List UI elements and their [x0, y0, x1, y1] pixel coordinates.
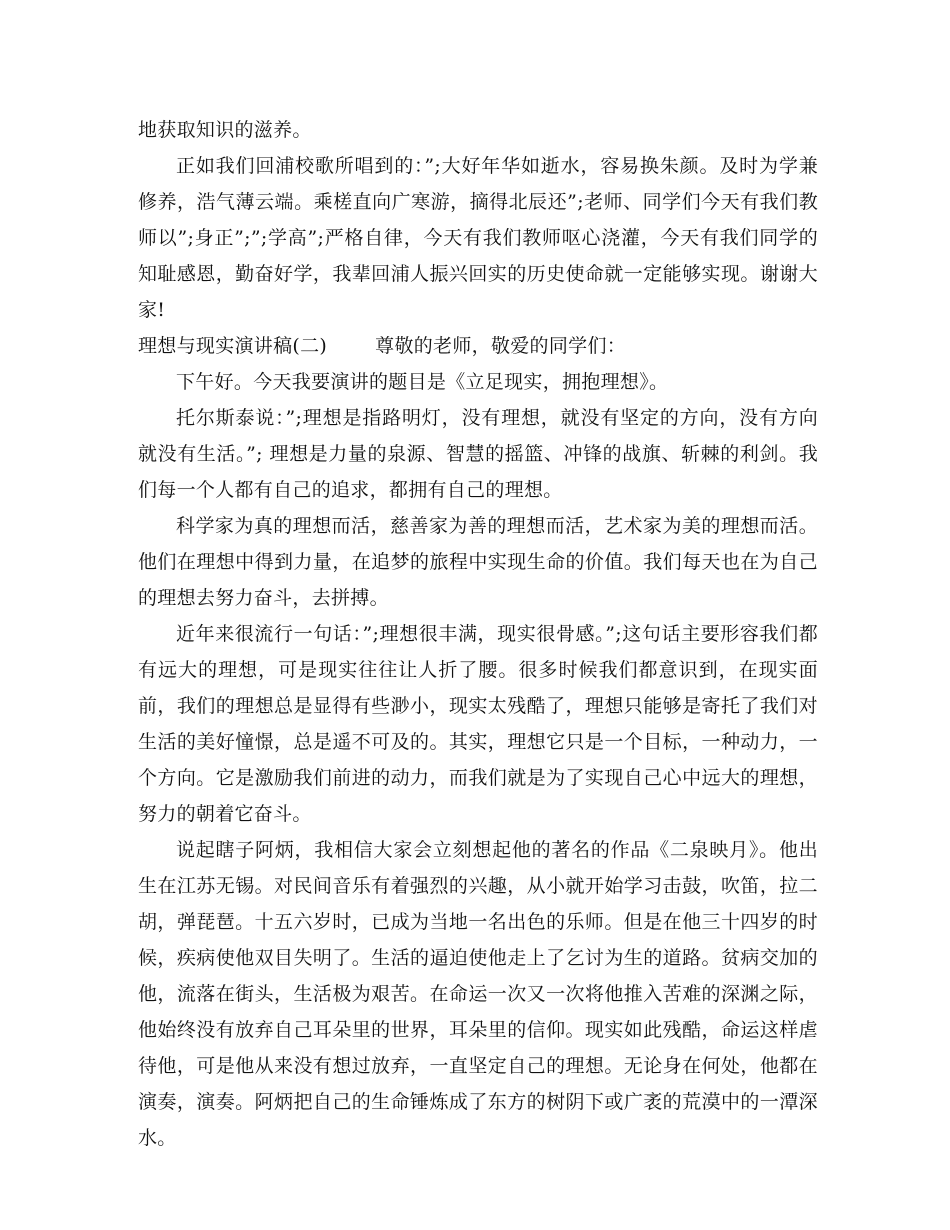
- document-body: [138, 112, 818, 1156]
- paragraph-continuation: 地获取知识的滋养。: [138, 119, 312, 141]
- paragraph-scientists: 科学家为真的理想而活，慈善家为善的理想而活，艺术家为美的理想而活。他们在理想中得到力量，在追梦的旅程中实现生命的价值。我们每天也在为自己的理想去努力奋斗，去拼搏。: [138, 515, 818, 609]
- paragraph-greeting: 下午好。今天我要演讲的题目是《立足现实，拥抱理想》。: [176, 371, 669, 393]
- speech-salutation: 尊敬的老师，敬爱的同学们：: [375, 335, 627, 357]
- paragraph-popular-saying: 近年来很流行一句话：”;理想很丰满，现实很骨感。”;这句话主要形容我们都有远大的理想，可是现实往往让人折了腰。很多时候我们都意识到，在现实面前，我们的理想总是显得有些渺小，现实太残酷了，理想只能够是寄托了我们对生活的美好憧憬，总是遥不可及的。其实，理想它只是一个目标，一种动力，一个方向。它是激励我们前进的动力，而我们就是为了实现自己心中远大的理想，努力的朝着它奋斗。: [138, 623, 818, 825]
- speech-title: 理想与现实演讲稿(二): [138, 335, 328, 357]
- speech-heading: [138, 328, 818, 364]
- paragraph-abing: 说起瞎子阿炳，我相信大家会立刻想起他的著名的作品《二泉映月》。他出生在江苏无锡。对民间音乐有着强烈的兴趣，从小就开始学习击鼓，吹笛，拉二胡，弹琵琶。十五六岁时，已成为当地一名出色的乐师。但是在他三十四岁的时候，疾病使他双目失明了。生活的逼迫使他走上了乞讨为生的道路。贫病交加的他，流落在街头，生活极为艰苦。在命运一次又一次将他推入苦难的深渊之际，他始终没有放弃自己耳朵里的世界，耳朵里的信仰。现实如此残酷，命运这样虐待他，可是他从来没有想过放弃，一直坚定自己的理想。无论身在何处，他都在演奏，演奏。阿炳把自己的生命锤炼成了东方的树阴下或广袤的荒漠中的一潭深水。: [138, 839, 818, 1149]
- paragraph-tolstoy: 托尔斯泰说：”;理想是指路明灯，没有理想，就没有坚定的方向，没有方向就没有生活。”; 理想是力量的泉源、智慧的摇篮、冲锋的战旗、斩棘的利剑。我们每一个人都有自己的追求，都拥有自己的理想。: [138, 407, 818, 501]
- paragraph-school-song: 正如我们回浦校歌所唱到的：”;大好年华如逝水，容易换朱颜。及时为学兼修养，浩气薄云端。乘槎直向广寒游，摘得北辰还”;老师、同学们今天有我们教师以”;身正”;”;学高”;严格自律，今天有我们教师呕心浇灌，今天有我们同学的知耻感恩，勤奋好学，我辈回浦人振兴回实的历史使命就一定能够实现。谢谢大家!: [138, 155, 818, 321]
